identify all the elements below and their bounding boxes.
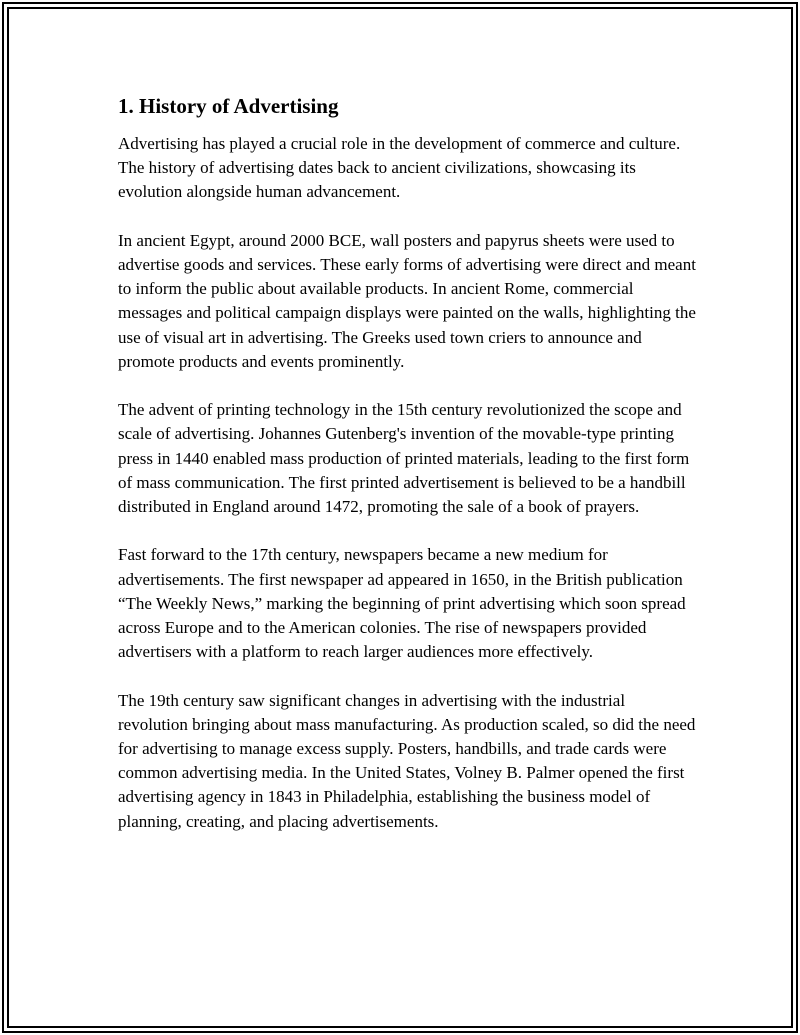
section-title: 1. History of Advertising [118,94,339,118]
paragraph-printing-press: The advent of printing technology in the 15th century revolutionized the scope and scale of advertising. Johannes Gutenberg's invention of the movable-type printing press in 1440 enabled mass production of printed materials, leading to the first form of mass communication. The first printed advertisement is believed to be a handbill distributed in England around 1472, promoting the sale of a book of prayers. [118,400,690,517]
document-body [118,93,698,858]
paragraph-newspapers: Fast forward to the 17th century, newspapers became a new medium for advertisements. The first newspaper ad appeared in 1650, in the British publication “The Weekly News,” marking the beginning of print advertising which soon spread across Europe and to the American colonies. The rise of newspapers provided advertisers with a platform to reach larger audiences more effectively. [118,545,686,662]
paragraph-industrial-revolution: The 19th century saw significant changes in advertising with the industrial revolution bringing about mass manufacturing. As production scaled, so did the need for advertising to manage excess supply. Posters, handbills, and trade cards were common advertising media. In the United States, Volney B. Palmer opened the first advertising agency in 1843 in Philadelphia, establishing the business model of planning, creating, and placing advertisements. [118,690,696,831]
paragraph-ancient-civilizations: In ancient Egypt, around 2000 BCE, wall posters and papyrus sheets were used to advertise goods and services. These early forms of advertising were direct and meant to inform the public about available products. In ancient Rome, commercial messages and political campaign displays were painted on the walls, highlighting the use of visual art in advertising. The Greeks used town criers to announce and promote products and events prominently. [118,230,696,371]
paragraph-intro: Advertising has played a crucial role in the development of commerce and culture. The history of advertising dates back to ancient civilizations, showcasing its evolution alongside human advancement. [118,134,681,202]
